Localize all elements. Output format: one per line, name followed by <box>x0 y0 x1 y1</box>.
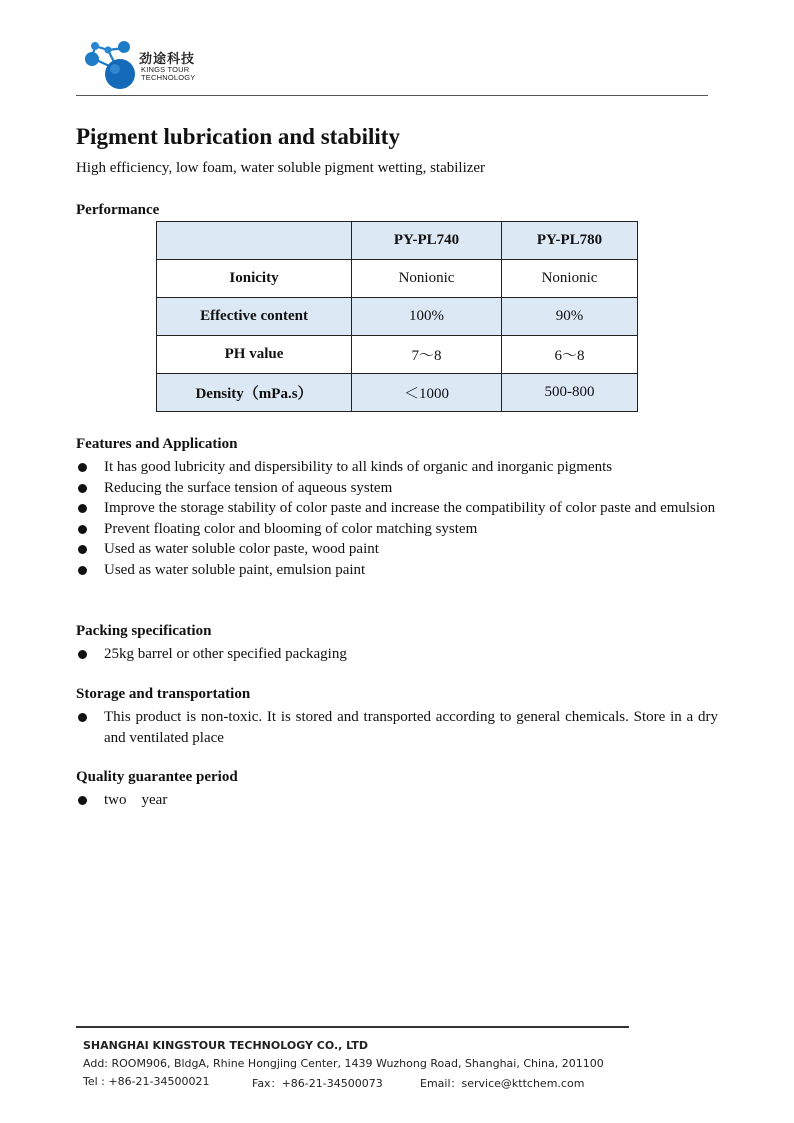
bullet-icon <box>78 525 87 534</box>
list-item-text: Improve the storage stability of color paste and increase the compatibility of color paste and emulsion <box>104 500 716 516</box>
list-item <box>76 478 718 499</box>
table-cell: 500-800 <box>502 374 638 412</box>
quality-list <box>76 790 718 811</box>
table-cell: 90% <box>502 298 638 336</box>
table-cell: 7～8 <box>352 336 502 374</box>
list-item <box>76 644 718 665</box>
footer-fax: Fax：+86-21-34500073 <box>252 1077 383 1090</box>
table-row <box>157 260 638 298</box>
list-item-text: Reducing the surface tension of aqueous system <box>104 479 393 496</box>
list-item <box>76 707 718 748</box>
list-item-text: Used as water soluble color paste, wood paint <box>104 541 379 557</box>
list-item-text: Prevent floating color and blooming of color matching system <box>104 520 478 537</box>
list-item <box>76 457 718 478</box>
table-row-label: Density（mPa.s） <box>157 374 352 412</box>
list-item-text: Used as water soluble paint, emulsion paint <box>104 561 366 578</box>
table-header-row <box>157 222 638 260</box>
table-header-cell: PY-PL780 <box>502 222 638 260</box>
bullet-icon <box>78 463 87 472</box>
bullet-icon <box>78 650 87 659</box>
table-cell: 100% <box>352 298 502 336</box>
bullet-icon <box>78 713 87 722</box>
footer-tel: Tel : +86-21-34500021 <box>83 1075 210 1088</box>
company-logo <box>80 30 220 92</box>
logo-molecule-icon <box>80 30 140 92</box>
list-item <box>76 539 718 560</box>
performance-heading: Performance <box>76 202 160 218</box>
bullet-icon <box>78 545 87 554</box>
list-item <box>76 498 718 519</box>
list-item-text: This product is non-toxic. It is stored and transported according to general chemicals. Store in a dry and ventilated place <box>104 709 718 746</box>
list-item <box>76 560 718 581</box>
footer-divider <box>76 1026 629 1028</box>
table-cell: 6～8 <box>502 336 638 374</box>
footer-address: Add: ROOM906, BldgA, Rhine Hongjing Center, 1439 Wuzhong Road, Shanghai, China, 201100 <box>83 1057 604 1070</box>
page-title: Pigment lubrication and stability <box>76 124 400 149</box>
table-row-label: Effective content <box>157 298 352 336</box>
bullet-icon <box>78 504 87 513</box>
list-item-text: two year <box>104 792 168 808</box>
table-row-label: PH value <box>157 336 352 374</box>
bullet-icon <box>78 796 87 805</box>
table-row <box>157 298 638 336</box>
logo-english-line2: TECHNOLOGY <box>141 73 196 82</box>
bullet-icon <box>78 484 87 493</box>
list-item <box>76 519 718 540</box>
logo-english-line1: KINGS TOUR <box>141 65 190 74</box>
table-row <box>157 336 638 374</box>
header-divider <box>76 95 708 96</box>
storage-heading: Storage and transportation <box>76 686 251 702</box>
list-item-text: It has good lubricity and dispersibility to all kinds of organic and inorganic pigments <box>104 459 613 475</box>
table-row-label: Ionicity <box>157 260 352 298</box>
table-cell: Nonionic <box>352 260 502 298</box>
packing-list <box>76 644 718 665</box>
storage-list <box>76 707 718 748</box>
table-cell: ＜1000 <box>352 374 502 412</box>
performance-table <box>156 221 638 412</box>
bullet-icon <box>78 566 87 575</box>
features-list <box>76 457 718 580</box>
features-heading: Features and Application <box>76 436 238 452</box>
table-cell: Nonionic <box>502 260 638 298</box>
logo-chinese-name: 劲途科技 <box>139 52 196 67</box>
table-header-cell <box>157 222 352 260</box>
packing-heading: Packing specification <box>76 623 212 639</box>
list-item-text: 25kg barrel or other specified packaging <box>104 646 347 662</box>
quality-heading: Quality guarantee period <box>76 769 238 785</box>
table-header-cell: PY-PL740 <box>352 222 502 260</box>
list-item <box>76 790 718 811</box>
footer-email: Email：service@kttchem.com <box>420 1077 585 1090</box>
page-subtitle: High efficiency, low foam, water soluble pigment wetting, stabilizer <box>76 160 486 176</box>
footer-company-name: SHANGHAI KINGSTOUR TECHNOLOGY CO., LTD <box>83 1039 368 1052</box>
table-row <box>157 374 638 412</box>
